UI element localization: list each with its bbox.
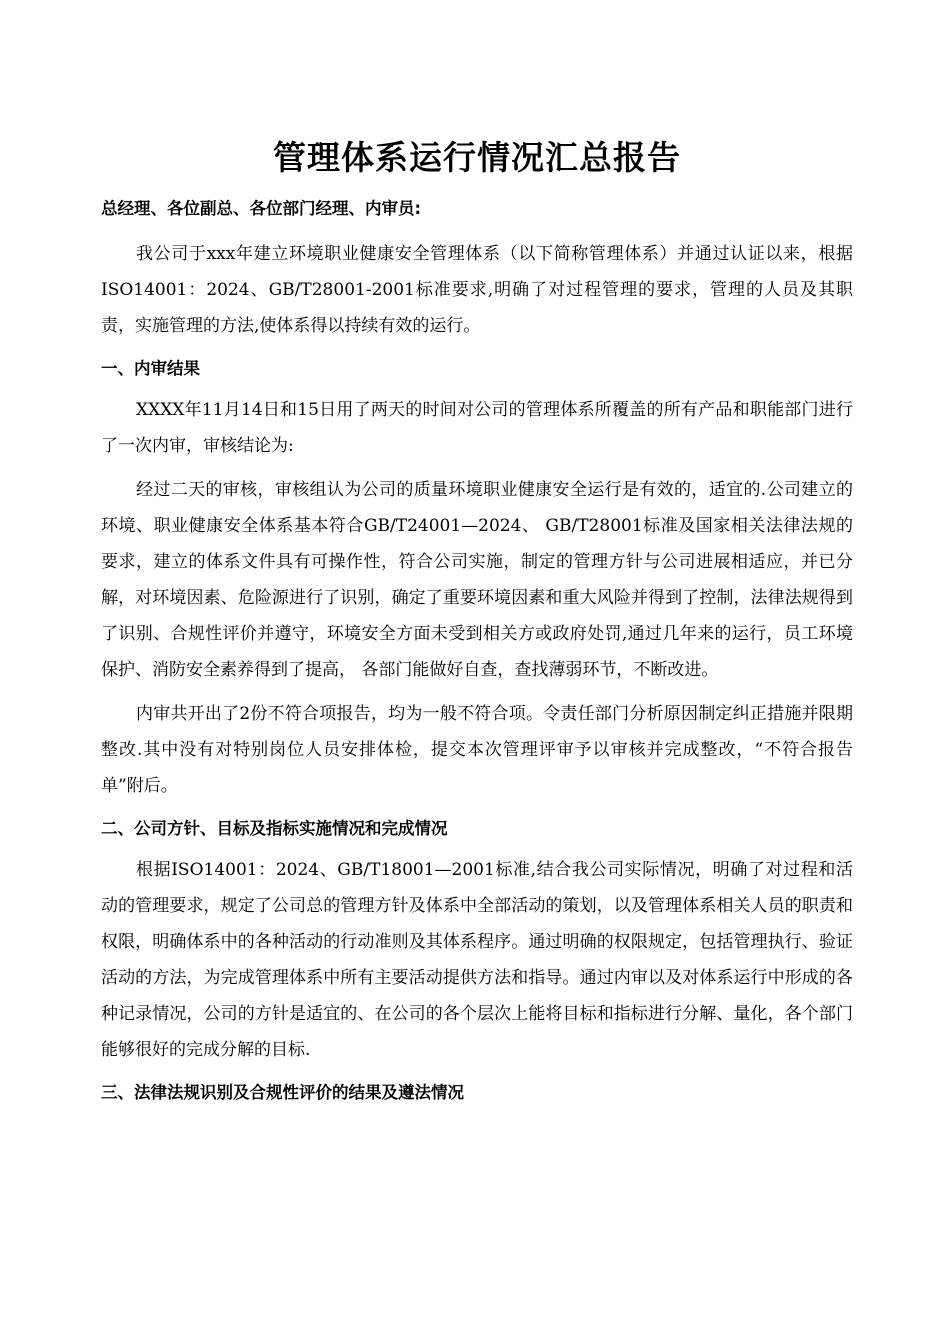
paragraph-audit-schedule: XXXX年11月14日和15日用了两天的时间对公司的管理体系所覆盖的所有产品和职能部门进行了一次内审，审核结论为: xyxy=(101,400,853,456)
document-page xyxy=(101,120,853,1108)
paragraph-nonconformity: 内审共开出了2份不符合项报告，均为一般不符合项。令责任部门分析原因制定纠正措施并限期整改.其中没有对特别岗位人员安排体检，提交本次管理评审予以审核并完成整改，“不符合报告单”附后。 xyxy=(101,704,853,796)
section-heading-legal-compliance: 三、法律法规识别及合规性评价的结果及遵法情况 xyxy=(101,1083,464,1102)
section-heading-policy-objectives: 二、公司方针、目标及指标实施情况和完成情况 xyxy=(101,819,448,838)
section-heading-internal-audit: 一、内审结果 xyxy=(101,359,200,378)
paragraph-policy-implementation: 根据ISO14001：2024、GB/T18001—2001标准,结合我公司实际情况，明确了对过程和活动的管理要求，规定了公司总的管理方针及体系中全部活动的策划，以及管理体系相关人员的职责和权限，明确体系中的各种活动的行动准则及其体系程序。通过明确的权限规定，包括管理执行、验证活动的方法，为完成管理体系中所有主要活动提供方法和指导。通过内审以及对体系运行中形成的各种记录情况，公司的方针是适宜的、在公司的各个层次上能将目标和指标进行分解、量化，各个部门能够很好的完成分解的目标. xyxy=(101,860,853,1060)
document-title: 管理体系运行情况汇总报告 xyxy=(273,138,681,177)
paragraph-audit-conclusion: 经过二天的审核，审核组认为公司的质量环境职业健康安全运行是有效的，适宜的.公司建立的环境、职业健康安全体系基本符合GB/T24001—2024、 GB/T28001标准及国家相关法律法规的要求，建立的体系文件具有可操作性，符合公司实施，制定的管理方针与公司进展相适应，并已分解，对环境因素、危险源进行了识别，确定了重要环境因素和重大风险并得到了控制，法律法规得到了识别、合规性评价并遵守，环境安全方面未受到相关方或政府处罚,通过几年来的运行，员工环境保护、消防安全素养得到了提高， 各部门能做好自查，查找薄弱环节，不断改进。 xyxy=(101,480,853,680)
intro-paragraph: 我公司于xxx年建立环境职业健康安全管理体系（以下简称管理体系）并通过认证以来，根据ISO14001：2024、GB/T28001-2001标准要求,明确了对过程管理的要求，管理的人员及其职责，实施管理的方法,使体系得以持续有效的运行。 xyxy=(101,244,853,336)
salutation: 总经理、各位副总、各位部门经理、内审员: xyxy=(101,199,422,218)
